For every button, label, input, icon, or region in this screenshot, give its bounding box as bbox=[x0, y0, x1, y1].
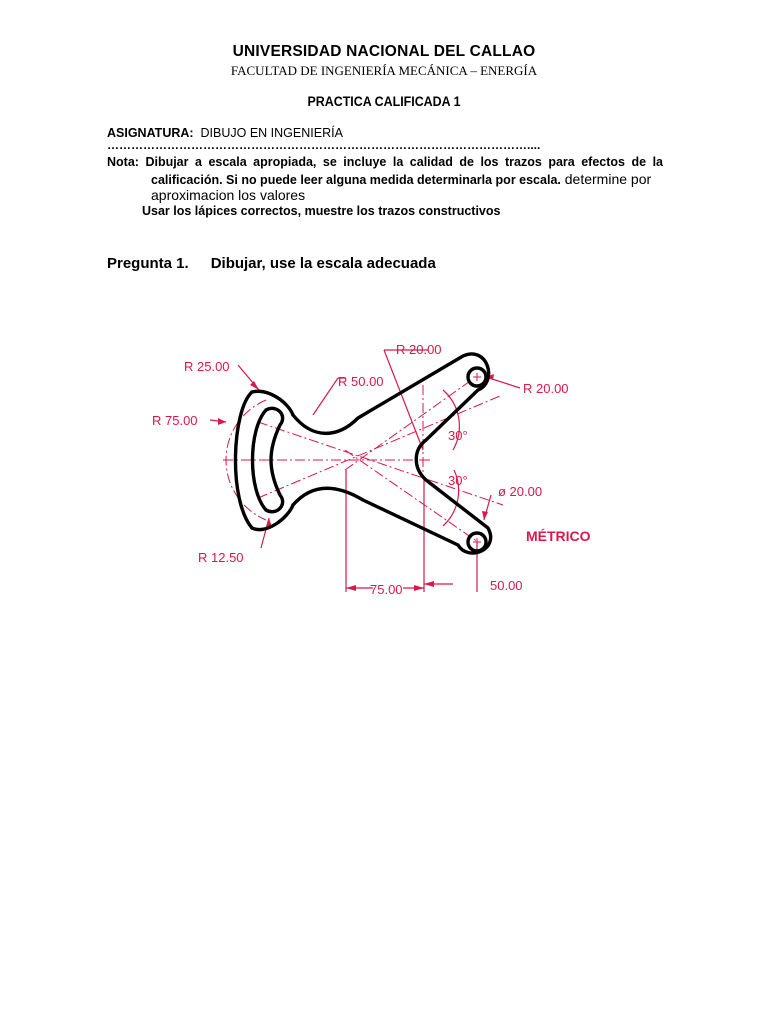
note-line-2 bbox=[151, 171, 651, 187]
label-r75: R 75.00 bbox=[152, 413, 198, 428]
note-line-2-bold: calificación. Si no puede leer alguna medida determinarla por escala. bbox=[151, 173, 561, 187]
dotted-separator: …………………………………………………………………………………………….... bbox=[107, 138, 541, 152]
label-r25: R 25.00 bbox=[184, 359, 230, 374]
faculty-name: FACULTAD DE INGENIERÍA MECÁNICA – ENERGÍA bbox=[230, 63, 538, 78]
label-angle-bottom: 30° bbox=[448, 473, 468, 488]
note-line-2-regular: determine por bbox=[560, 171, 652, 187]
label-r12: R 12.50 bbox=[198, 550, 244, 565]
question-number: Pregunta 1. bbox=[107, 255, 189, 272]
subject-value: DIBUJO EN INGENIERÍA bbox=[200, 126, 343, 140]
label-r50: R 50.00 bbox=[338, 374, 384, 389]
label-metric: MÉTRICO bbox=[526, 528, 591, 544]
university-name: UNIVERSIDAD NACIONAL DEL CALLAO bbox=[232, 43, 536, 60]
note-line-4: Usar los lápices correctos, muestre los trazos constructivos bbox=[142, 204, 501, 218]
subject-label: ASIGNATURA: bbox=[107, 126, 194, 140]
note-line-1: Nota: Dibujar a escala apropiada, se incluye la calidad de los trazos para efectos de la bbox=[107, 155, 663, 169]
label-r20-right: R 20.00 bbox=[523, 381, 569, 396]
technical-drawing bbox=[148, 330, 591, 602]
label-diameter-20: ø 20.00 bbox=[498, 484, 543, 499]
note-line-3: aproximacion los valores bbox=[151, 187, 306, 203]
label-dim-75: 75.00 bbox=[370, 582, 403, 597]
label-dim-50: 50.00 bbox=[490, 578, 523, 593]
label-r20-top: R 20.00 bbox=[396, 342, 442, 357]
question-1 bbox=[107, 255, 436, 272]
practice-title: PRACTICA CALIFICADA 1 bbox=[307, 94, 461, 109]
label-angle-top: 30° bbox=[448, 428, 468, 443]
question-text: Dibujar, use la escala adecuada bbox=[210, 255, 436, 272]
